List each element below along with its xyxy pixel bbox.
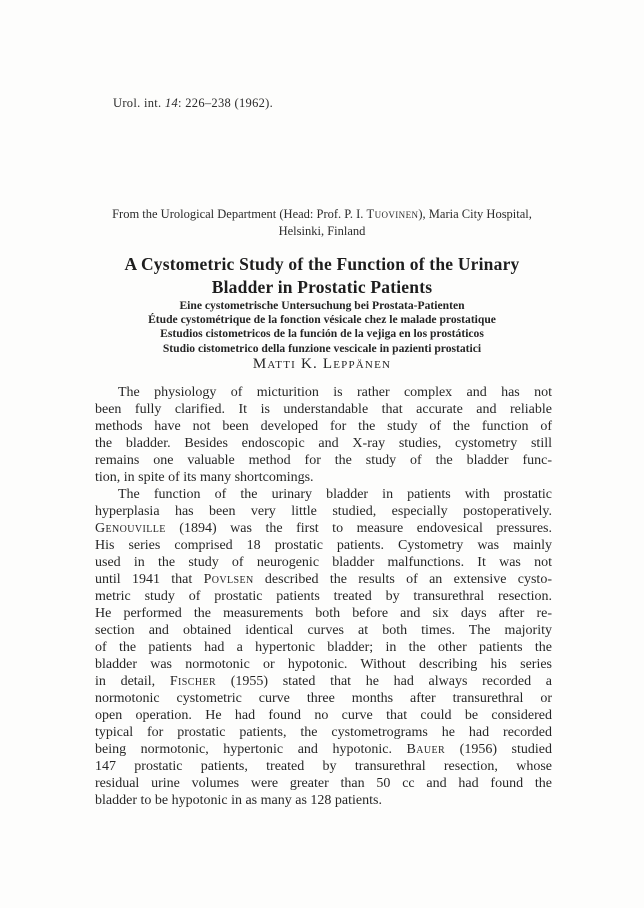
- cited-author-name: Fischer: [169, 674, 217, 689]
- journal-name: Urol. int.: [113, 96, 165, 110]
- professor-name: Tuovinen: [366, 207, 419, 221]
- text-line: 147 prostatic patients, treated by transurethral resection, whose: [95, 759, 552, 774]
- subtitle-translations: [0, 299, 644, 356]
- body-paragraph: [95, 486, 552, 809]
- text-line: section and obtained identical curves at both times. The majority: [95, 623, 552, 638]
- text-line: typical for prostatic patients, the cystometrograms he had recorded: [95, 725, 552, 740]
- text-line: being normotonic, hypertonic and hypotonic. Bauer (1956) studied: [95, 742, 552, 757]
- text-line: been fully clarified. It is understandable that accurate and reliable: [95, 402, 552, 417]
- title-line-1: A Cystometric Study of the Function of the Urinary: [124, 254, 520, 274]
- journal-pages: : 226–238 (1962).: [178, 96, 274, 110]
- affiliation-line-2: Helsinki, Finland: [278, 224, 366, 238]
- text-line: methods have not been developed for the study of the function of: [95, 419, 552, 434]
- cited-author-name: Bauer: [406, 742, 446, 757]
- body-text: [95, 384, 552, 809]
- text-line: His series comprised 18 prostatic patients. Cystometry was mainly: [95, 538, 552, 553]
- subtitle-italian: Studio cistometrico della funzione vescicale in pazienti prostatici: [162, 341, 482, 355]
- text-line: normotonic cystometric curve three months after transurethral or: [95, 691, 552, 706]
- cited-author-name: Povlsen: [203, 572, 254, 587]
- subtitle-spanish: Estudios cistometricos de la función de la vejiga en los prostáticos: [160, 327, 484, 341]
- subtitle-german: Eine cystometrische Untersuchung bei Prostata-Patienten: [179, 299, 465, 312]
- text-line: metric study of prostatic patients treated by transurethral resection.: [95, 589, 552, 604]
- affiliation-text-post: ), Maria City Hospital,: [418, 207, 532, 221]
- affiliation-text-pre: From the Urological Department (Head: Prof. P. I.: [112, 207, 367, 221]
- text-line: tion, in spite of its many shortcomings.: [95, 470, 314, 485]
- body-paragraph: [95, 384, 552, 486]
- affiliation: [0, 206, 644, 240]
- text-line: the bladder. Besides endoscopic and X-ray studies, cystometry still: [95, 436, 552, 451]
- cited-author-name: Genouville: [95, 521, 166, 536]
- text-line: bladder to be hypotonic in as many as 128 patients.: [95, 793, 382, 808]
- text-line: open operation. He had found no curve that could be considered: [95, 708, 552, 723]
- subtitle-french: Étude cystométrique de la fonction vésicale chez le malade prostatique: [148, 313, 496, 327]
- text-line: hyperplasia has been very little studied, especially postoperatively.: [95, 504, 552, 519]
- affiliation-line-1: [0, 206, 644, 223]
- text-line: used in the study of neurogenic bladder malfunctions. It was not: [95, 555, 552, 570]
- article-title: [0, 253, 644, 298]
- text-line: The function of the urinary bladder in patients with prostatic: [118, 487, 552, 502]
- text-line: remains one valuable method for the study of the bladder func-: [95, 453, 552, 468]
- journal-volume: 14: [164, 96, 179, 110]
- text-line: He performed the measurements both before and six days after re-: [95, 606, 552, 621]
- text-line: Genouville (1894) was the first to measure endovesical pressures.: [95, 521, 552, 536]
- text-line: in detail, Fischer (1955) stated that he had always recorded a: [95, 674, 552, 689]
- text-line: bladder was normotonic or hypotonic. Without describing his series: [95, 657, 552, 672]
- text-line: residual urine volumes were greater than 50 cc and had found the: [95, 776, 552, 791]
- title-line-2: Bladder in Prostatic Patients: [211, 276, 433, 297]
- journal-reference: [113, 96, 273, 111]
- author-name: Matti K. Leppänen: [252, 356, 392, 372]
- text-line: The physiology of micturition is rather complex and has not: [118, 385, 552, 400]
- text-line: until 1941 that Povlsen described the results of an extensive cysto-: [95, 572, 552, 587]
- text-line: of the patients had a hypertonic bladder; in the other patients the: [95, 640, 552, 655]
